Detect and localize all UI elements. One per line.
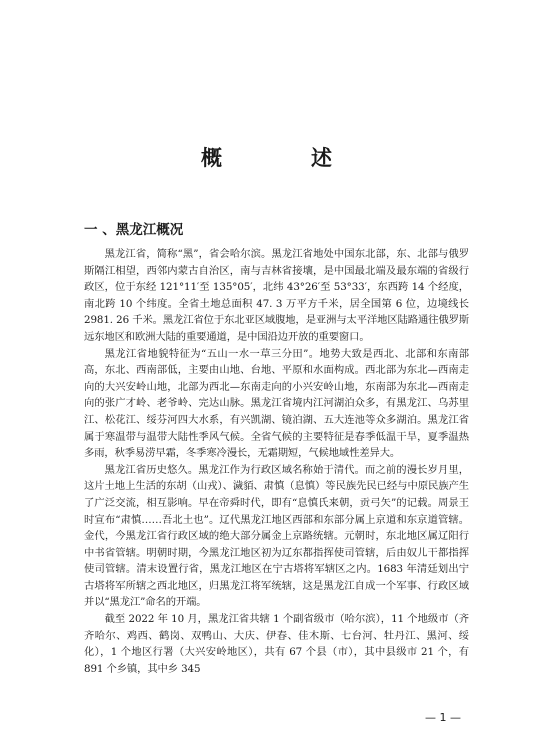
- page-number: — 1 —: [425, 711, 461, 724]
- section-heading: 一 、黑龙江概况: [84, 222, 184, 238]
- body-text: [84, 246, 469, 677]
- page-title: 概 述: [201, 146, 366, 170]
- paragraph: 黑龙江省，简称“黑”，省会哈尔滨。黑龙江省地处中国东北部，东、北部与俄罗斯隔江相望，西邻内蒙古自治区，南与吉林省接壤，是中国最北端及最东端的省级行政区，位于东经 121°11′至 135°05′，北纬 43°26′至 53°33′，东西跨 14 个经度，南北跨 10 个纬度。全省土地总面积 47. 3 万平方千米，居全国第 6 位，边境线长 2981. 26 千米。黑龙江省位于东北亚区域腹地，是亚洲与太平洋地区陆路通往俄罗斯远东地区和欧洲大陆的重要通道，是中国沿边开放的重要窗口。: [84, 248, 469, 343]
- paragraph: 黑龙江省地貌特征为“五山一水一草三分田”。地势大致是西北、北部和东南部高，东北、西南部低，主要由山地、台地、平原和水面构成。西北部为东北—西南走向的大兴安岭山地，北部为西北—东南走向的小兴安岭山地，东南部为东北—西南走向的张广才岭、老爷岭、完达山脉。黑龙江省境内江河湖泊众多，有黑龙江、乌苏里江、松花江、绥芬河四大水系，有兴凯湖、镜泊湖、五大连池等众多湖泊。黑龙江省属于寒温带与温带大陆性季风气候。全省气候的主要特征是春季低温干旱，夏季温热多雨，秋季易涝早霜，冬季寒冷漫长，无霜期短，气候地域性差异大。: [84, 347, 469, 460]
- paragraph: 黑龙江省历史悠久。黑龙江作为行政区域名称始于清代。而之前的漫长岁月里，这片土地上生活的东胡（山戎）、濊貊、肃慎（息慎）等民族先民已经与中原民族产生了广泛交流，相互影响。早在帝舜时代，即有“息慎氏来朝，贡弓矢”的记载。周景王时宣布“肃慎……吾北土也”。辽代黑龙江地区西部和东部分属上京道和东京道管辖。金代，今黑龙江省行政区域的绝大部分属金上京路统辖。元朝时，东北地区属辽阳行中书省管辖。明朝时期，今黑龙江地区初为辽东都指挥使司管辖，后由奴儿干都指挥使司管辖。清末设置行省，黑龙江地区在宁古塔将军辖区之内。1683 年清廷划出宁古塔将军所辖之西北地区，归黑龙江将军统辖，这是黑龙江自成一个军事、行政区域并以“黑龙江”命名的开端。: [84, 463, 469, 609]
- paragraph: 截至 2022 年 10 月，黑龙江省共辖 1 个副省级市（哈尔滨），11 个地级市（齐齐哈尔、鸡西、鹤岗、双鸭山、大庆、伊春、佳木斯、七台河、牡丹江、黑河、绥化），1 个地区行署（大兴安岭地区），共有 67 个县（市），其中县级市 21 个，有 891 个乡镇，其中乡 345: [84, 613, 469, 675]
